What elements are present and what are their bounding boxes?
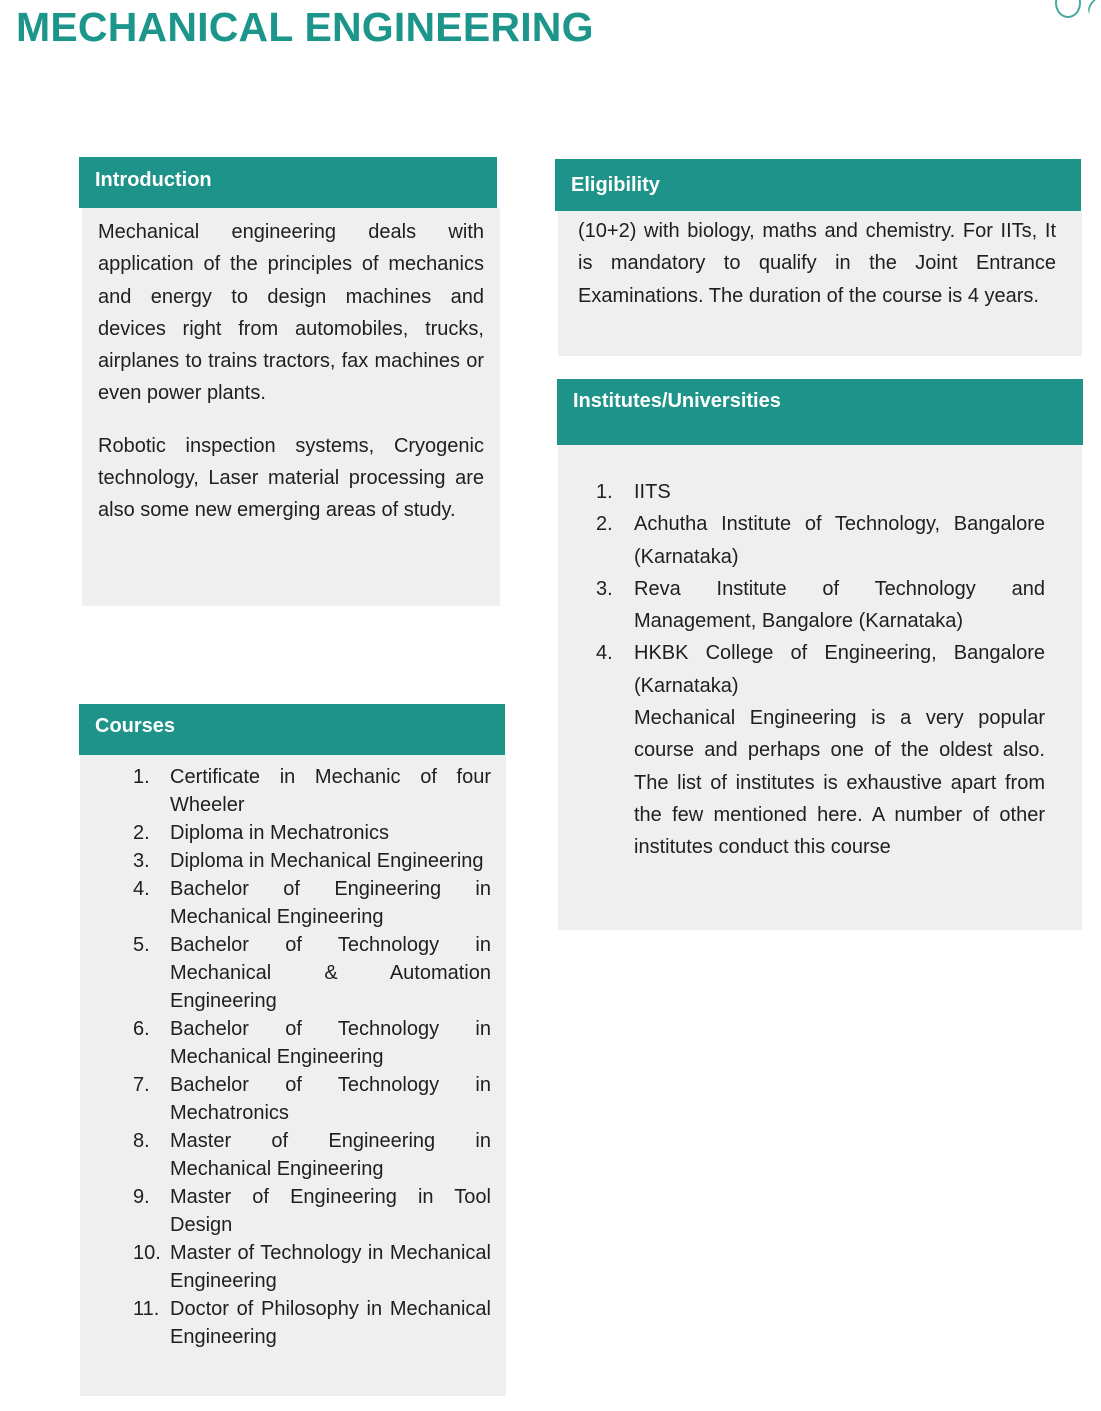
courses-list [133,763,491,1351]
list-item [133,1295,491,1351]
list-text: Reva Institute of Technology and Management, Bangalore (Karnataka) [634,577,1045,633]
list-text: Master of Technology in Mechanical Engineering [170,1242,491,1292]
list-number: 8. [133,1130,150,1152]
list-number: 4. [596,642,613,665]
courses-header [79,704,505,755]
institutes-list [596,476,1045,702]
list-item [133,931,491,1015]
list-item [133,1015,491,1071]
institutes-panel [558,445,1082,930]
list-item [133,1183,491,1239]
eligibility-panel [558,211,1082,356]
list-item [133,1127,491,1183]
eligibility-text: (10+2) with biology, maths and chemistry. For IITs, It is mandatory to qualify in the Joint Entrance Examinations. The duration of the course is 4 years. [578,220,1056,307]
list-text: Certificate in Mechanic of four Wheeler [170,766,491,816]
institutes-header [557,379,1083,445]
list-number: 10. [133,1242,161,1264]
list-number: 2. [133,822,150,844]
eligibility-heading: Eligibility [571,174,660,196]
list-number: 7. [133,1074,150,1096]
list-text: Bachelor of Technology in Mechanical Engineering [170,1018,491,1068]
list-item [596,508,1045,573]
list-text: Diploma in Mechanical Engineering [170,850,484,872]
list-text: HKBK College of Engineering, Bangalore (Karnataka) [634,642,1045,697]
list-item [133,819,491,847]
courses-panel [80,755,506,1396]
list-item [596,476,1045,508]
list-text: Master of Engineering in Tool Design [170,1186,491,1236]
page-title: MECHANICAL ENGINEERING [16,4,594,50]
list-item [133,1071,491,1127]
decorative-circle [1055,0,1081,18]
list-number: 4. [133,878,150,900]
list-number: 5. [133,934,150,956]
list-text: IITS [634,481,671,503]
list-number: 1. [133,766,150,788]
list-text: Diploma in Mechatronics [170,822,389,844]
list-text: Bachelor of Engineering in Mechanical Engineering [170,878,491,928]
list-text: Master of Engineering in Mechanical Engineering [170,1130,491,1180]
list-text: Achutha Institute of Technology, Bangalore (Karnataka) [634,513,1045,568]
list-text: Bachelor of Technology in Mechatronics [170,1074,491,1124]
list-item [133,847,491,875]
introduction-panel [82,208,500,606]
introduction-heading: Introduction [95,169,212,191]
list-text: Doctor of Philosophy in Mechanical Engineering [170,1298,491,1348]
eligibility-header [555,159,1081,211]
list-item [596,637,1045,702]
list-number: 1. [596,481,613,503]
list-number: 3. [596,577,613,600]
list-number: 3. [133,850,150,872]
list-number: 6. [133,1018,150,1040]
list-number: 2. [596,513,613,536]
introduction-paragraph: Robotic inspection systems, Cryogenic technology, Laser material processing are also some new emerging areas of study. [98,434,484,522]
list-item [133,1239,491,1295]
institutes-note: Mechanical Engineering is a very popular course and perhaps one of the oldest also. The list of institutes is exhaustive apart from the few mentioned here. A number of other institutes conduct this course [634,707,1045,859]
list-text: Bachelor of Technology in Mechanical & Automation Engineering [170,934,491,1012]
decorative-arc [1085,0,1101,18]
list-item [133,875,491,931]
list-item [596,573,1045,638]
introduction-paragraph: Mechanical engineering deals with application of the principles of mechanics and energy to design machines and devices right from automobiles, trucks, airplanes to trains tractors, fax machines or even power plants. [98,221,484,405]
courses-heading: Courses [95,715,176,737]
introduction-header [79,157,497,208]
list-item [133,763,491,819]
list-number: 9. [133,1186,150,1208]
institutes-heading: Institutes/Universities [573,390,781,412]
list-number: 11. [133,1298,160,1320]
